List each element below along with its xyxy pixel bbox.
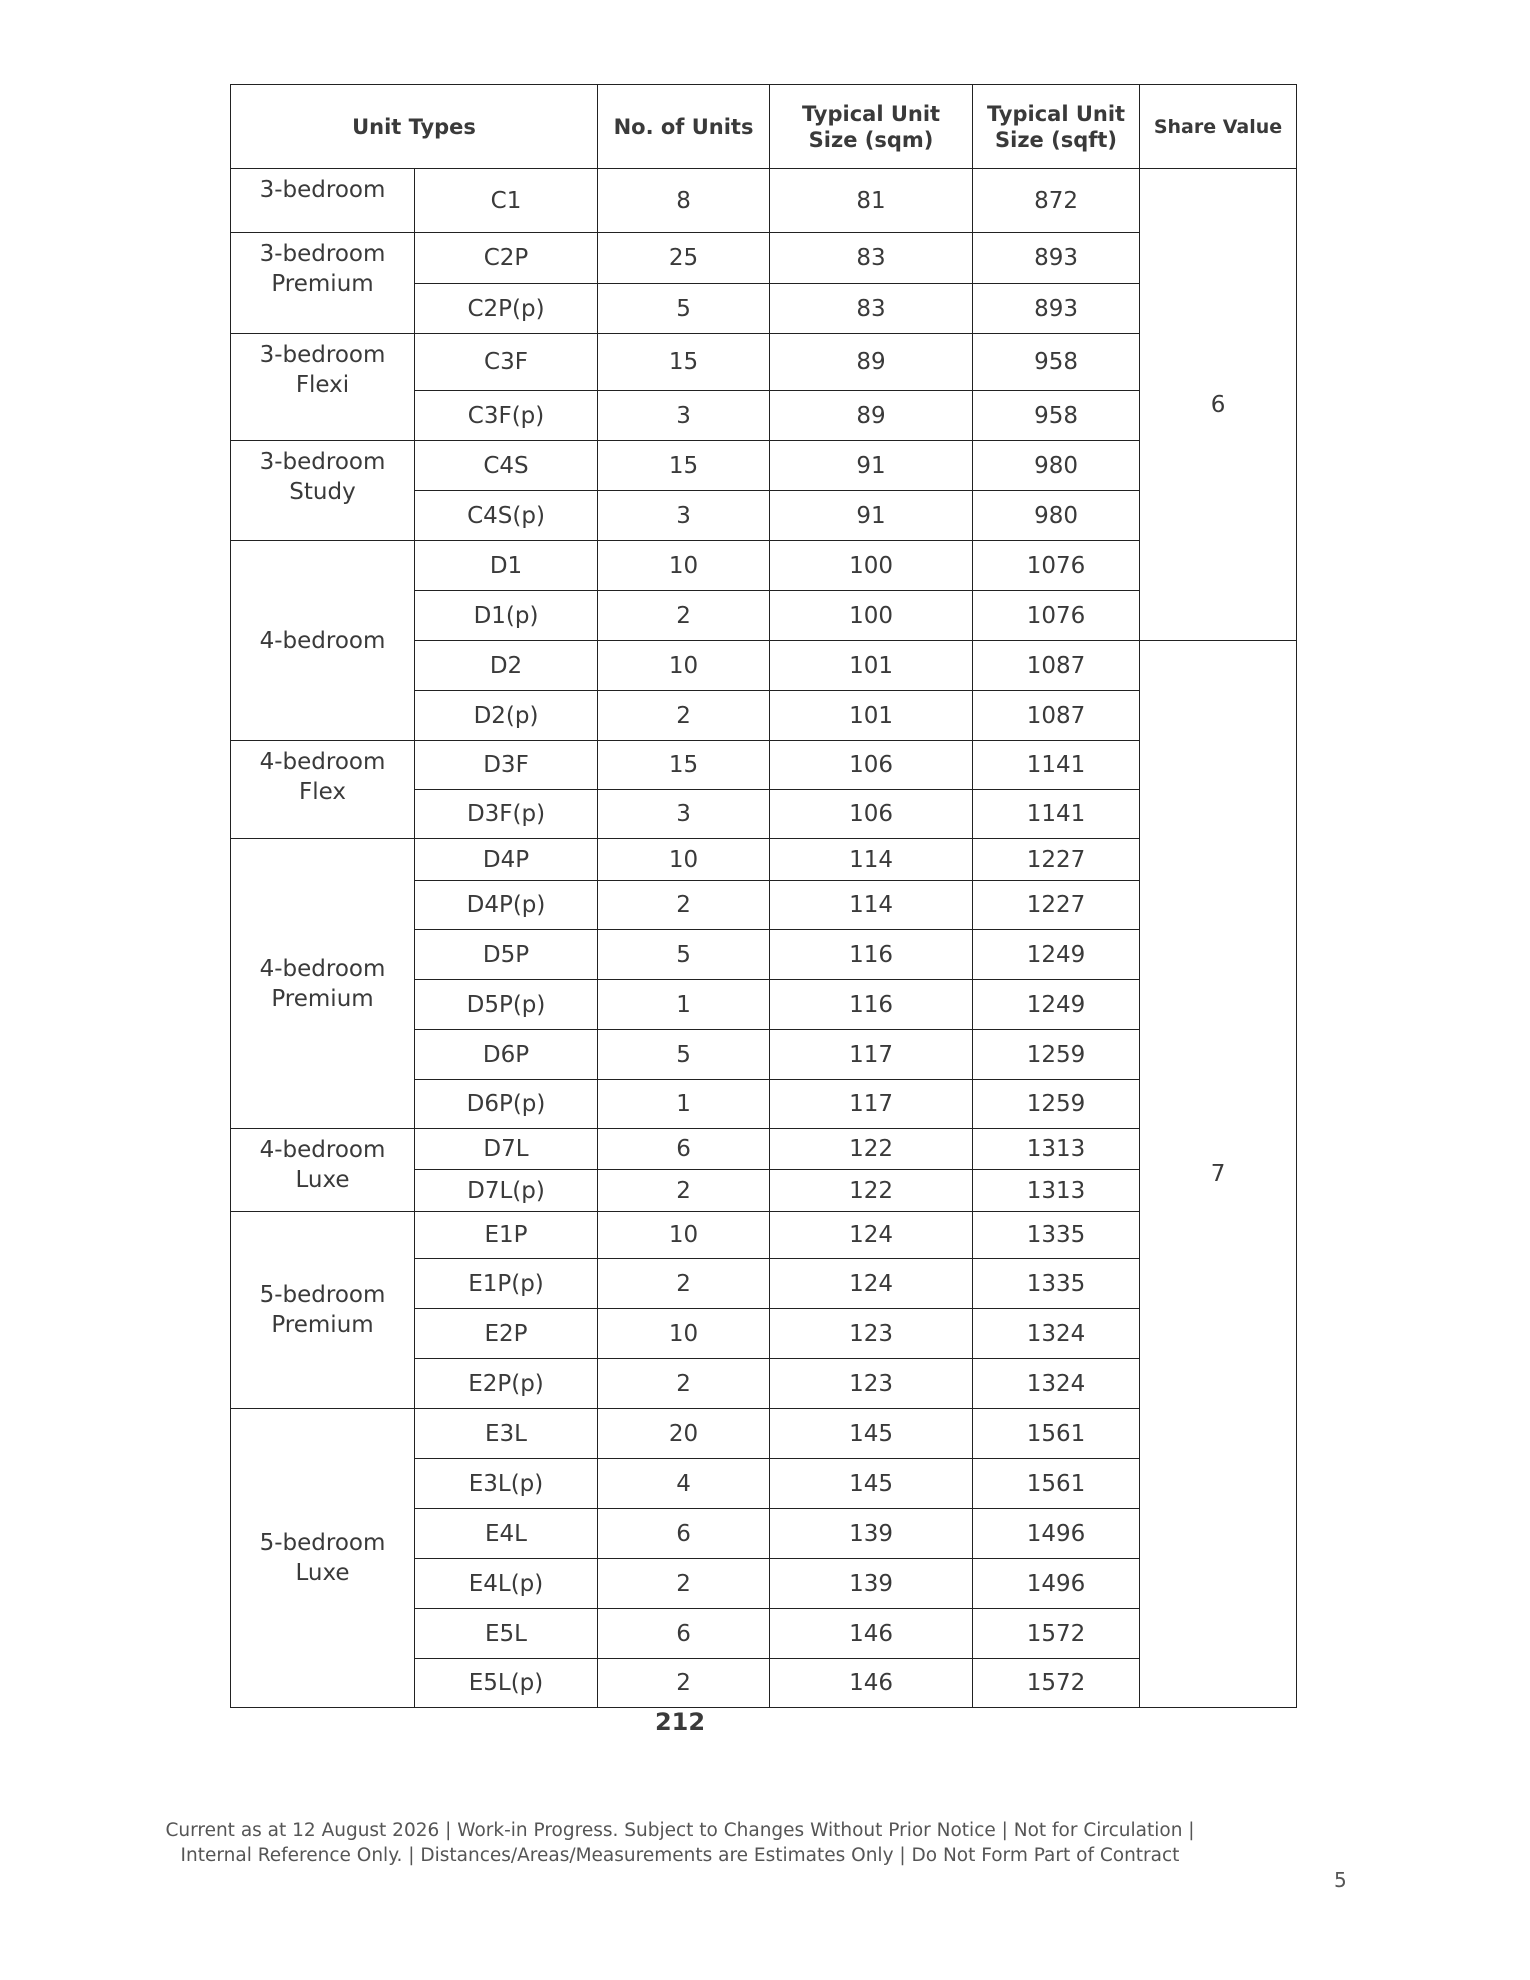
unit-group-label: 3-bedroom (231, 169, 415, 233)
unit-count: 6 (598, 1129, 770, 1170)
unit-size-sqft: 1572 (973, 1609, 1140, 1659)
unit-size-sqft: 1324 (973, 1359, 1140, 1409)
unit-count: 15 (598, 441, 770, 491)
unit-type-code: E2P(p) (415, 1359, 598, 1409)
unit-group-label: 3-bedroom Flexi (231, 334, 415, 441)
unit-group-label: 4-bedroom Premium (231, 839, 415, 1129)
unit-size-sqft: 1087 (973, 641, 1140, 691)
unit-size-sqft: 1259 (973, 1030, 1140, 1080)
unit-size-sqm: 123 (770, 1359, 973, 1409)
footer-line-1: Current as at 12 August 2026 | Work-in Progress. Subject to Changes Without Prior Notice | Not for Circulation | (165, 1820, 1195, 1841)
unit-count: 10 (598, 1309, 770, 1359)
unit-size-sqm: 116 (770, 930, 973, 980)
unit-count: 6 (598, 1509, 770, 1559)
unit-size-sqft: 1313 (973, 1170, 1140, 1212)
unit-size-sqm: 124 (770, 1259, 973, 1309)
unit-size-sqm: 100 (770, 541, 973, 591)
unit-size-sqm: 83 (770, 284, 973, 334)
unit-size-sqm: 114 (770, 839, 973, 881)
unit-types-table (230, 84, 1297, 1708)
unit-type-code: D7L (415, 1129, 598, 1170)
unit-size-sqft: 1227 (973, 881, 1140, 930)
unit-type-code: D3F (415, 741, 598, 790)
total-units: 212 (654, 1708, 706, 1736)
unit-size-sqm: 91 (770, 491, 973, 541)
unit-size-sqm: 123 (770, 1309, 973, 1359)
unit-type-code: D6P (415, 1030, 598, 1080)
unit-size-sqft: 872 (973, 169, 1140, 233)
page-number: 5 (1334, 1868, 1347, 1892)
table-row (231, 233, 1297, 284)
unit-size-sqft: 1561 (973, 1409, 1140, 1459)
unit-group-label: 5-bedroom Luxe (231, 1409, 415, 1708)
unit-count: 5 (598, 930, 770, 980)
unit-type-code: D6P(p) (415, 1080, 598, 1129)
unit-count: 25 (598, 233, 770, 284)
unit-size-sqft: 1076 (973, 591, 1140, 641)
unit-size-sqft: 1335 (973, 1212, 1140, 1259)
table-body (231, 169, 1297, 1708)
header-no-of-units: No. of Units (598, 85, 770, 169)
unit-count: 3 (598, 491, 770, 541)
unit-type-code: E1P(p) (415, 1259, 598, 1309)
unit-size-sqm: 139 (770, 1559, 973, 1609)
unit-group-label: 4-bedroom Luxe (231, 1129, 415, 1212)
unit-type-code: E5L (415, 1609, 598, 1659)
unit-count: 2 (598, 1559, 770, 1609)
unit-count: 1 (598, 1080, 770, 1129)
unit-type-code: E4L(p) (415, 1559, 598, 1609)
unit-group-label: 4-bedroom (231, 541, 415, 741)
unit-size-sqm: 100 (770, 591, 973, 641)
unit-type-code: E1P (415, 1212, 598, 1259)
header-size-sqm: Typical Unit Size (sqm) (770, 85, 973, 169)
unit-size-sqm: 146 (770, 1609, 973, 1659)
unit-count: 10 (598, 839, 770, 881)
unit-size-sqft: 980 (973, 441, 1140, 491)
unit-size-sqft: 1249 (973, 930, 1140, 980)
unit-group-label: 4-bedroom Flex (231, 741, 415, 839)
unit-type-code: D5P(p) (415, 980, 598, 1030)
unit-size-sqft: 958 (973, 391, 1140, 441)
table-row (231, 541, 1297, 591)
unit-size-sqm: 83 (770, 233, 973, 284)
unit-size-sqft: 893 (973, 233, 1140, 284)
unit-size-sqm: 106 (770, 790, 973, 839)
unit-type-code: E2P (415, 1309, 598, 1359)
unit-count: 1 (598, 980, 770, 1030)
unit-size-sqft: 1496 (973, 1559, 1140, 1609)
unit-size-sqft: 1572 (973, 1659, 1140, 1708)
unit-count: 2 (598, 1170, 770, 1212)
unit-size-sqft: 1087 (973, 691, 1140, 741)
unit-group-label: 3-bedroom Study (231, 441, 415, 541)
unit-size-sqm: 117 (770, 1080, 973, 1129)
unit-size-sqft: 958 (973, 334, 1140, 391)
table-row (231, 839, 1297, 881)
unit-type-code: C1 (415, 169, 598, 233)
table-row (231, 1409, 1297, 1459)
unit-count: 20 (598, 1409, 770, 1459)
unit-count: 10 (598, 1212, 770, 1259)
unit-group-label: 3-bedroom Premium (231, 233, 415, 334)
unit-type-code: D7L(p) (415, 1170, 598, 1212)
header-size-sqft: Typical Unit Size (sqft) (973, 85, 1140, 169)
unit-type-code: C3F(p) (415, 391, 598, 441)
unit-count: 3 (598, 790, 770, 839)
unit-size-sqm: 91 (770, 441, 973, 491)
unit-count: 3 (598, 391, 770, 441)
unit-size-sqft: 893 (973, 284, 1140, 334)
table-row (231, 1212, 1297, 1259)
unit-size-sqm: 101 (770, 641, 973, 691)
unit-size-sqft: 1227 (973, 839, 1140, 881)
unit-count: 10 (598, 541, 770, 591)
unit-count: 15 (598, 741, 770, 790)
unit-count: 4 (598, 1459, 770, 1509)
unit-type-code: C4S(p) (415, 491, 598, 541)
unit-type-code: C4S (415, 441, 598, 491)
unit-size-sqm: 114 (770, 881, 973, 930)
unit-size-sqm: 106 (770, 741, 973, 790)
unit-size-sqm: 116 (770, 980, 973, 1030)
unit-size-sqm: 89 (770, 391, 973, 441)
share-value: 6 (1140, 169, 1297, 641)
table-row (231, 334, 1297, 391)
unit-size-sqft: 1141 (973, 741, 1140, 790)
unit-size-sqm: 81 (770, 169, 973, 233)
share-value: 7 (1140, 641, 1297, 1708)
unit-count: 2 (598, 1359, 770, 1409)
unit-type-code: C3F (415, 334, 598, 391)
unit-size-sqft: 1249 (973, 980, 1140, 1030)
unit-count: 5 (598, 284, 770, 334)
unit-type-code: E3L(p) (415, 1459, 598, 1509)
unit-size-sqm: 89 (770, 334, 973, 391)
unit-count: 5 (598, 1030, 770, 1080)
unit-size-sqft: 1335 (973, 1259, 1140, 1309)
unit-size-sqm: 145 (770, 1409, 973, 1459)
unit-size-sqm: 145 (770, 1459, 973, 1509)
table-header-row (231, 85, 1297, 169)
unit-type-code: D1(p) (415, 591, 598, 641)
page-footer (160, 1818, 1200, 1868)
unit-size-sqm: 139 (770, 1509, 973, 1559)
unit-size-sqft: 1324 (973, 1309, 1140, 1359)
unit-count: 2 (598, 1659, 770, 1708)
unit-type-code: E3L (415, 1409, 598, 1459)
header-share-value: Share Value (1140, 85, 1297, 169)
unit-type-code: D4P(p) (415, 881, 598, 930)
unit-count: 10 (598, 641, 770, 691)
unit-size-sqft: 1313 (973, 1129, 1140, 1170)
unit-size-sqft: 980 (973, 491, 1140, 541)
unit-size-sqft: 1496 (973, 1509, 1140, 1559)
unit-size-sqft: 1141 (973, 790, 1140, 839)
header-unit-types: Unit Types (231, 85, 598, 169)
table-row (231, 441, 1297, 491)
unit-count: 2 (598, 591, 770, 641)
unit-size-sqft: 1259 (973, 1080, 1140, 1129)
table-row (231, 169, 1297, 233)
table-row (231, 1129, 1297, 1170)
unit-size-sqm: 124 (770, 1212, 973, 1259)
unit-type-code: D3F(p) (415, 790, 598, 839)
unit-count: 6 (598, 1609, 770, 1659)
unit-size-sqm: 122 (770, 1170, 973, 1212)
unit-size-sqft: 1076 (973, 541, 1140, 591)
unit-count: 8 (598, 169, 770, 233)
unit-size-sqm: 122 (770, 1129, 973, 1170)
unit-size-sqft: 1561 (973, 1459, 1140, 1509)
unit-type-code: E4L (415, 1509, 598, 1559)
unit-type-code: D2(p) (415, 691, 598, 741)
unit-type-code: E5L(p) (415, 1659, 598, 1708)
unit-count: 2 (598, 1259, 770, 1309)
footer-line-2: Internal Reference Only. | Distances/Areas/Measurements are Estimates Only | Do Not Form Part of Contract (180, 1845, 1180, 1866)
unit-size-sqm: 146 (770, 1659, 973, 1708)
unit-type-code: C2P(p) (415, 284, 598, 334)
unit-type-code: D5P (415, 930, 598, 980)
unit-size-sqm: 101 (770, 691, 973, 741)
unit-type-code: D1 (415, 541, 598, 591)
unit-type-code: D4P (415, 839, 598, 881)
unit-count: 2 (598, 881, 770, 930)
unit-count: 15 (598, 334, 770, 391)
unit-group-label: 5-bedroom Premium (231, 1212, 415, 1409)
unit-count: 2 (598, 691, 770, 741)
unit-type-code: C2P (415, 233, 598, 284)
unit-size-sqm: 117 (770, 1030, 973, 1080)
table-row (231, 741, 1297, 790)
unit-type-code: D2 (415, 641, 598, 691)
